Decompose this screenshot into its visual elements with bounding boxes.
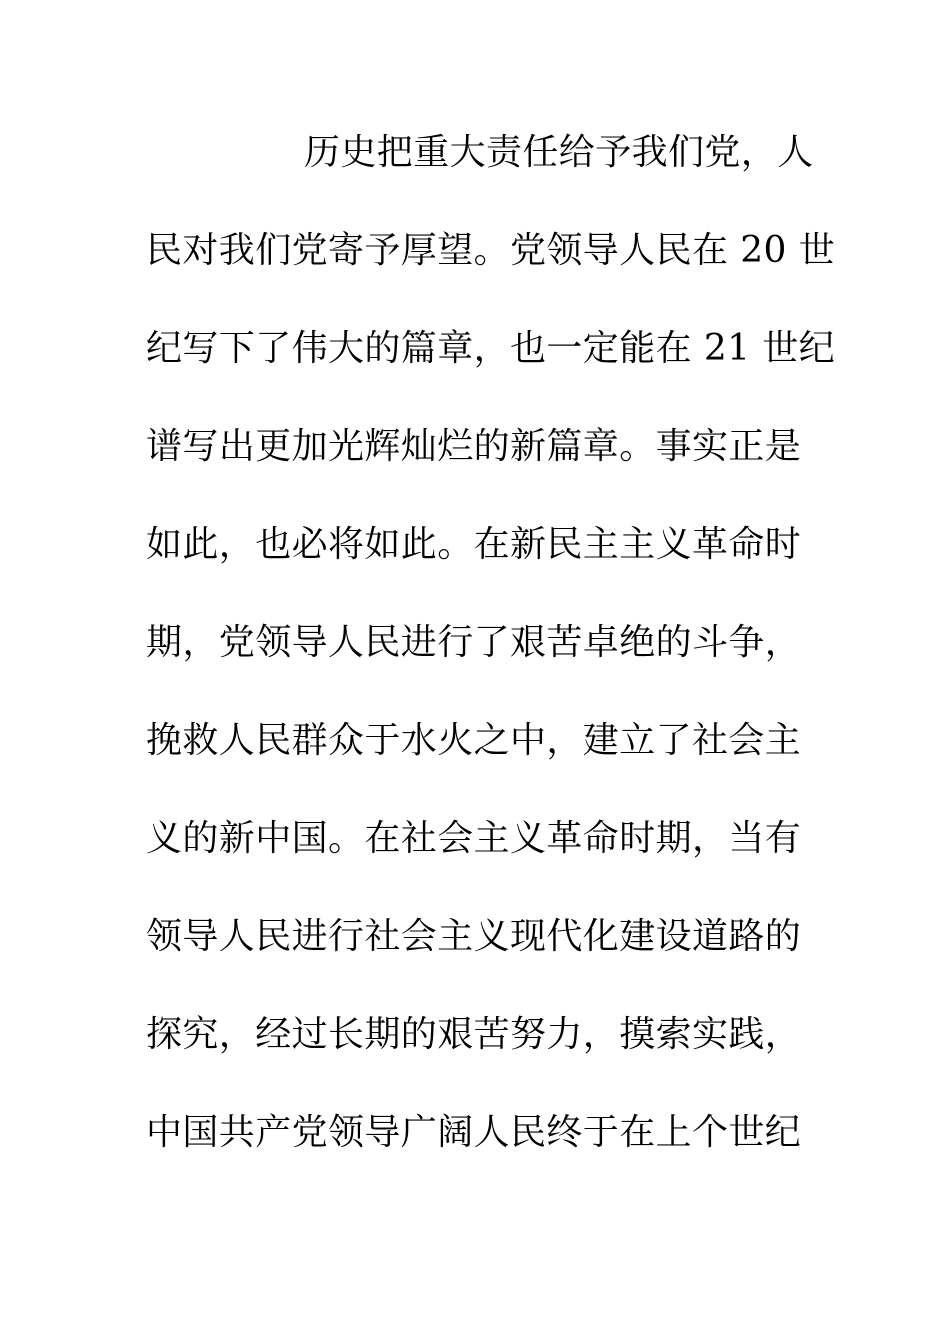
paragraph-line-2: 民对我们党寄予厚望。党领导人民在 20 世 bbox=[146, 230, 836, 271]
paragraph-line-6: 期，党领导人民进行了艰苦卓绝的斗争， bbox=[146, 622, 802, 663]
paragraph-line-9: 领导人民进行社会主义现代化建设道路的 bbox=[146, 916, 802, 957]
paragraph-line-4: 谱写出更加光辉灿烂的新篇章。事实正是 bbox=[146, 426, 802, 467]
paragraph-line-5: 如此，也必将如此。在新民主主义革命时 bbox=[146, 524, 802, 565]
paragraph-line-3: 纪写下了伟大的篇章，也一定能在 21 世纪 bbox=[146, 328, 836, 369]
paragraph-line-8: 义的新中国。在社会主义革命时期，当有 bbox=[146, 818, 802, 859]
paragraph-line-10: 探究，经过长期的艰苦努力，摸索实践， bbox=[146, 1014, 802, 1055]
paragraph-line-11: 中国共产党领导广阔人民终于在上个世纪 bbox=[146, 1112, 802, 1153]
paragraph-line-1: 历史把重大责任给予我们党，人 bbox=[304, 132, 814, 173]
paragraph-line-7: 挽救人民群众于水火之中，建立了社会主 bbox=[146, 720, 802, 761]
body-paragraph bbox=[146, 120, 836, 1198]
